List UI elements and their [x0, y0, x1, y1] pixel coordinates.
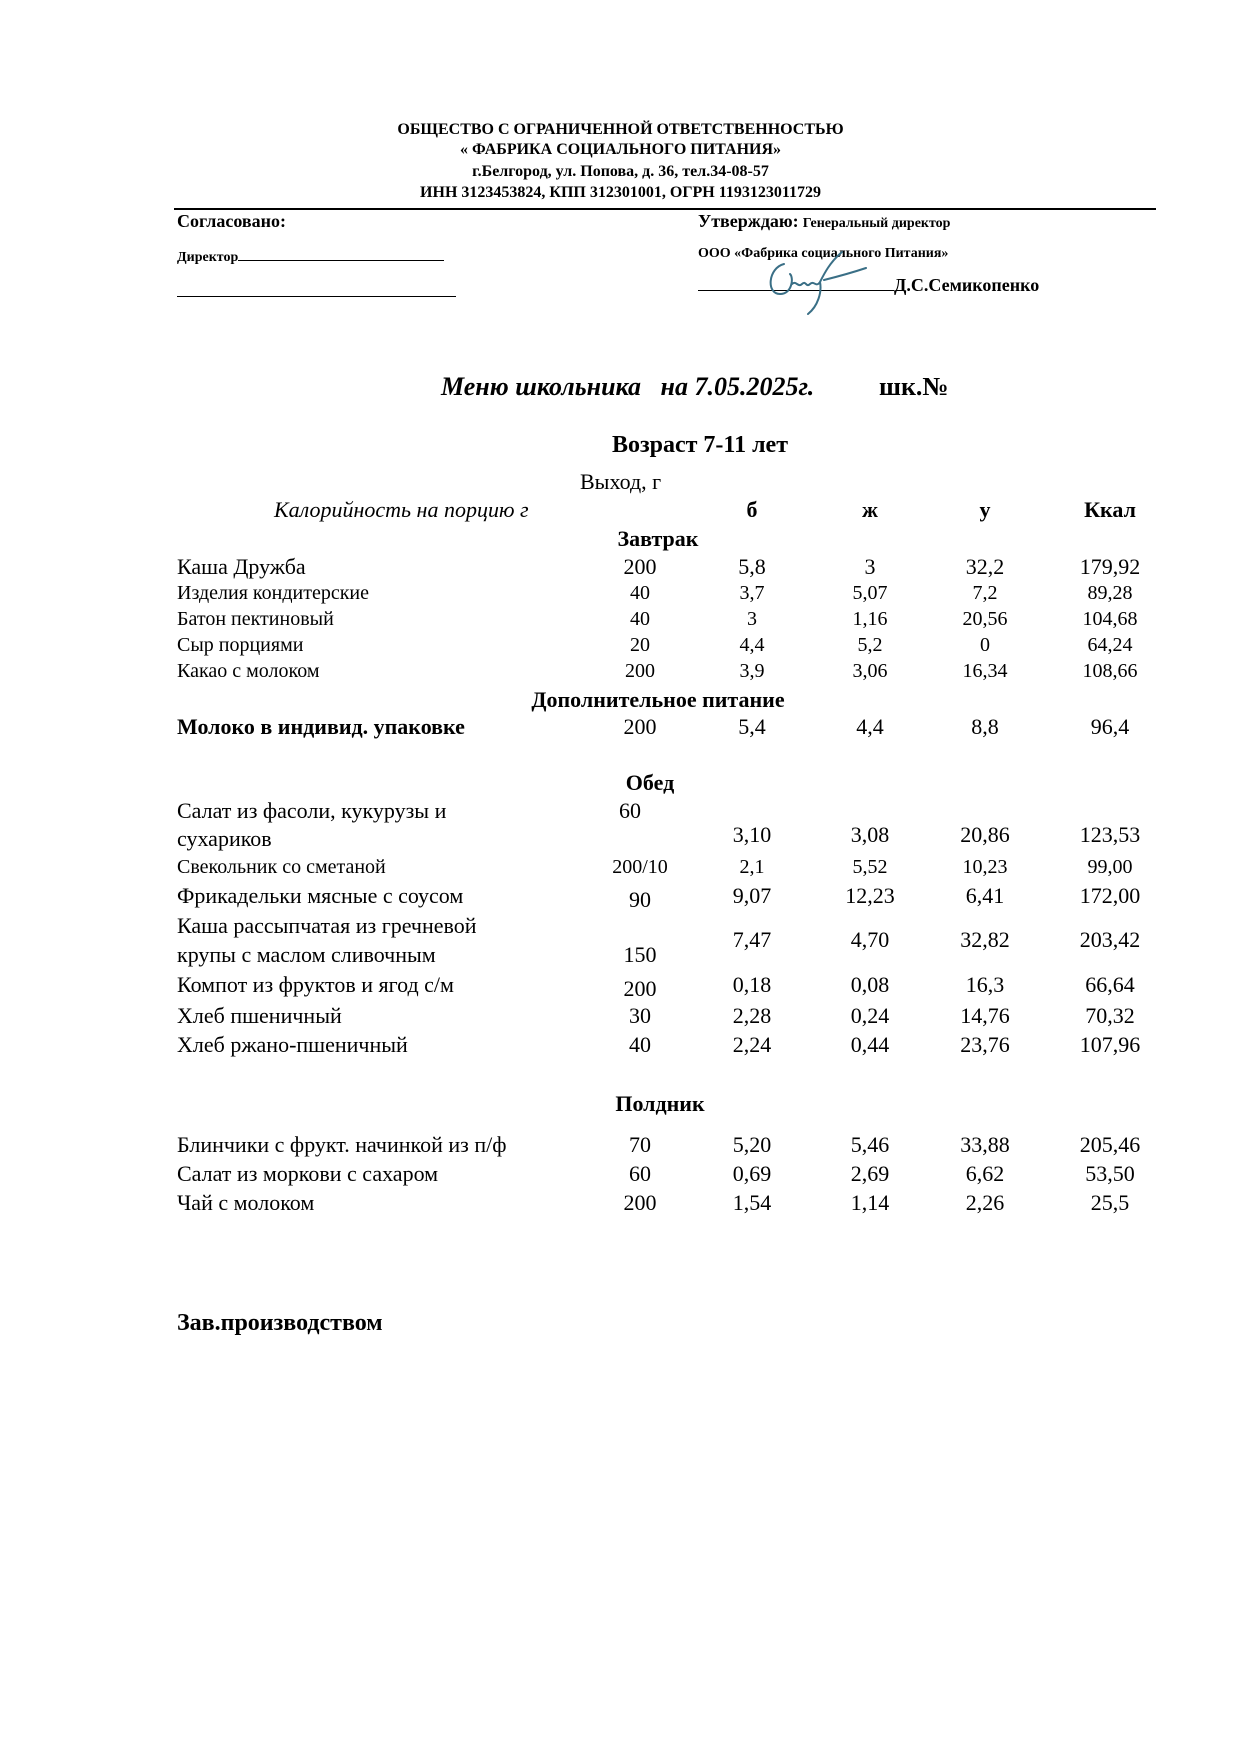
protein-value: 5,20	[732, 1132, 772, 1157]
approve-label: Утверждаю:	[698, 211, 799, 231]
kcal-value: 53,50	[1085, 1161, 1135, 1186]
fat-value: 5,07	[852, 582, 888, 604]
fat-value: 5,2	[857, 634, 883, 656]
director-name-line	[177, 282, 456, 302]
carbs-value: 6,41	[965, 883, 1005, 908]
dish-name: Изделия кондитерские	[177, 582, 369, 604]
menu-title: Меню школьника на 7.05.2025г.	[441, 372, 815, 401]
approve-block	[698, 211, 950, 232]
carbs-value: 20,86	[960, 822, 1010, 847]
dish-name: Блинчики с фрукт. начинкой из п/ф	[177, 1132, 507, 1157]
yield-value: 40	[630, 608, 650, 630]
protein-value: 0,18	[732, 972, 772, 997]
fat-value: 4,4	[856, 714, 884, 739]
approve-company: ООО «Фабрика социального Питания»	[698, 246, 949, 261]
protein-value: 5,4	[738, 714, 766, 739]
kcal-value: 66,64	[1085, 972, 1135, 997]
school-number: шк.№	[879, 372, 949, 401]
dish-name: Хлеб пшеничный	[177, 1003, 342, 1028]
carbs-value: 23,76	[960, 1032, 1010, 1057]
dish-name: Чай с молоком	[177, 1190, 315, 1215]
director-label: Директор	[177, 250, 239, 265]
protein-value: 3,7	[739, 582, 765, 604]
dish-name: Молоко в индивид. упаковке	[177, 714, 465, 739]
dish-name: Салат из фасоли, кукурузы и	[177, 798, 447, 823]
protein-value: 5,8	[738, 554, 766, 579]
carbs-value: 20,56	[962, 608, 1008, 630]
section-extra: Дополнительное питание	[531, 687, 785, 712]
yield-header: Выход, г	[580, 469, 662, 494]
kcal-value: 179,92	[1079, 554, 1141, 579]
dish-name-cont: сухариков	[177, 826, 272, 851]
section-snack: Полдник	[615, 1091, 705, 1116]
yield-value: 150	[623, 942, 657, 967]
carbs-value: 0	[980, 634, 990, 656]
carbs-value: 2,26	[965, 1190, 1005, 1215]
protein-value: 9,07	[732, 883, 772, 908]
protein-value: 7,47	[732, 927, 772, 952]
yield-value: 200	[625, 660, 655, 682]
fat-value: 5,52	[852, 856, 888, 878]
yield-value: 200	[623, 554, 657, 579]
carbs-value: 32,2	[965, 554, 1005, 579]
org-address: г.Белгород, ул. Попова, д. 36, тел.34-08-57	[472, 163, 769, 180]
kcal-value: 25,5	[1090, 1190, 1130, 1215]
carbs-value: 16,3	[965, 972, 1005, 997]
dish-name: Хлеб ржано-пшеничный	[177, 1032, 408, 1057]
yield-value: 200/10	[612, 856, 668, 878]
carbs-value: 10,23	[962, 856, 1008, 878]
org-ids: ИНН 3123453824, КПП 312301001, ОГРН 1193123011729	[420, 184, 821, 201]
yield-value: 40	[629, 1032, 651, 1057]
fat-value: 1,16	[852, 608, 888, 630]
yield-value: 70	[629, 1132, 651, 1157]
section-breakfast: Завтрак	[617, 526, 699, 551]
protein-value: 0,69	[732, 1161, 772, 1186]
age-group: Возраст 7-11 лет	[611, 432, 788, 458]
yield-value: 90	[629, 887, 651, 912]
dish-name: Фрикадельки мясные с соусом	[177, 883, 464, 908]
org-name-line2: « ФАБРИКА СОЦИАЛЬНОГО ПИТАНИЯ»	[459, 141, 782, 158]
fat-value: 1,14	[850, 1190, 890, 1215]
protein-value: 1,54	[732, 1190, 772, 1215]
kcal-value: 89,28	[1087, 582, 1133, 604]
kcal-value: 96,4	[1090, 714, 1130, 739]
kcal-value: 64,24	[1087, 634, 1133, 656]
yield-value: 200	[623, 976, 657, 1001]
fat-value: 3	[864, 554, 876, 579]
kcal-value: 107,96	[1079, 1032, 1141, 1057]
agreed-label: Согласовано:	[177, 211, 286, 231]
dish-name-cont: крупы с маслом сливочным	[177, 942, 436, 967]
carbs-header: у	[979, 497, 991, 522]
kcal-value: 203,42	[1079, 927, 1141, 952]
director-line	[177, 246, 444, 266]
kcal-header: Ккал	[1084, 497, 1136, 522]
dish-name: Компот из фруктов и ягод с/м	[177, 972, 454, 997]
yield-value: 30	[629, 1003, 651, 1028]
dish-name: Какао с молоком	[177, 660, 320, 682]
dish-name: Салат из моркови с сахаром	[177, 1161, 439, 1186]
protein-value: 3,10	[732, 822, 772, 847]
carbs-value: 33,88	[960, 1132, 1010, 1157]
protein-value: 2,1	[739, 856, 765, 878]
org-name-line1: ОБЩЕСТВО С ОГРАНИЧЕННОЙ ОТВЕТСТВЕННОСТЬЮ	[397, 121, 844, 138]
fat-value: 0,24	[850, 1003, 890, 1028]
fat-value: 12,23	[845, 883, 895, 908]
dish-name: Каша Дружба	[177, 554, 306, 579]
fat-value: 0,44	[850, 1032, 890, 1057]
carbs-value: 8,8	[971, 714, 999, 739]
fat-header: ж	[862, 497, 878, 522]
yield-value: 200	[623, 714, 657, 739]
dish-name: Каша рассыпчатая из гречневой	[177, 913, 477, 938]
dish-name: Сыр порциями	[177, 634, 304, 656]
protein-value: 3	[747, 608, 757, 630]
protein-value: 2,24	[732, 1032, 772, 1057]
carbs-value: 32,82	[960, 927, 1010, 952]
fat-value: 2,69	[850, 1161, 890, 1186]
kcal-value: 70,32	[1085, 1003, 1135, 1028]
carbs-value: 16,34	[962, 660, 1008, 682]
dish-name: Батон пектиновый	[177, 608, 334, 630]
protein-value: 4,4	[739, 634, 765, 656]
carbs-value: 7,2	[972, 582, 998, 604]
yield-value: 40	[630, 582, 650, 604]
approver-name: Д.С.Семикопенко	[894, 275, 1040, 295]
yield-value: 200	[623, 1190, 657, 1215]
fat-value: 4,70	[850, 927, 890, 952]
yield-value: 60	[629, 1161, 651, 1186]
director-signature-line	[238, 246, 444, 261]
director-name-blank	[177, 282, 456, 297]
approve-role: Генеральный директор	[802, 216, 951, 231]
fat-value: 5,46	[850, 1132, 890, 1157]
yield-value: 20	[630, 634, 650, 656]
dish-name: Свекольник со сметаной	[177, 856, 386, 878]
section-lunch: Обед	[625, 770, 675, 795]
kcal-value: 108,66	[1082, 660, 1138, 682]
handwritten-signature	[762, 244, 872, 318]
kcal-value: 99,00	[1087, 856, 1133, 878]
protein-value: 3,9	[739, 660, 765, 682]
fat-value: 3,06	[852, 660, 888, 682]
kcal-value: 123,53	[1079, 822, 1141, 847]
calorie-header: Калорийность на порцию г	[274, 497, 529, 522]
kcal-value: 104,68	[1082, 608, 1138, 630]
header-rule	[174, 208, 1156, 210]
carbs-value: 14,76	[960, 1003, 1010, 1028]
fat-value: 3,08	[850, 822, 890, 847]
production-head-label: Зав.производством	[177, 1310, 383, 1336]
protein-header: б	[746, 497, 758, 522]
yield-value: 60	[619, 798, 641, 823]
protein-value: 2,28	[732, 1003, 772, 1028]
fat-value: 0,08	[850, 972, 890, 997]
kcal-value: 172,00	[1079, 883, 1141, 908]
carbs-value: 6,62	[965, 1161, 1005, 1186]
kcal-value: 205,46	[1079, 1132, 1141, 1157]
